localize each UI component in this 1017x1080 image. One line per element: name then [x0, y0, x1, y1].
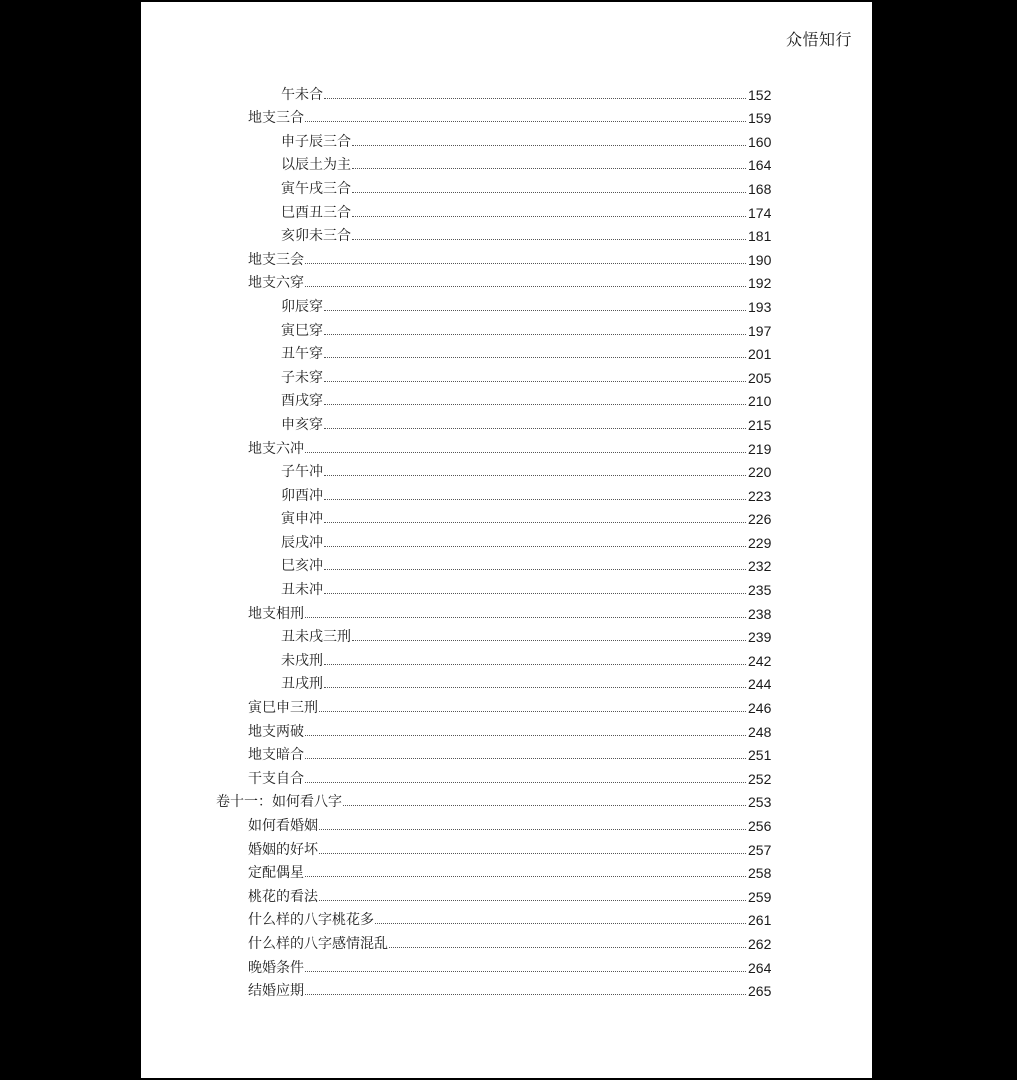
toc-entry	[141, 386, 872, 410]
dot-leader	[324, 687, 746, 688]
dot-leader	[305, 121, 746, 122]
toc-entry-page-number: 152	[748, 86, 772, 103]
toc-entry	[141, 928, 872, 952]
dot-leader	[324, 381, 746, 382]
running-header: 众悟知行	[785, 30, 852, 49]
toc-entry-page-number: 252	[748, 770, 772, 787]
toc-entry	[141, 740, 872, 764]
toc-entry-page-number: 174	[748, 204, 772, 221]
toc-entry-page-number: 244	[748, 676, 772, 693]
toc-entry-page-number: 261	[748, 912, 772, 929]
toc-entry	[141, 315, 872, 339]
dot-leader	[324, 98, 746, 99]
toc-entry	[141, 268, 872, 292]
toc-entry-page-number: 257	[748, 841, 772, 858]
dot-leader	[324, 334, 746, 335]
dot-leader	[324, 522, 746, 523]
toc-entry	[141, 504, 872, 528]
toc-entry-label: 寅巳申三刑	[248, 700, 318, 717]
toc-entry-label: 地支三合	[248, 110, 304, 127]
toc-entry	[141, 787, 872, 811]
toc-entry	[141, 527, 872, 551]
toc-entry	[141, 834, 872, 858]
toc-entry-label: 寅午戌三合	[281, 180, 351, 197]
toc-entry	[141, 598, 872, 622]
toc-entry-label: 亥卯未三合	[281, 228, 351, 245]
toc-entry	[141, 669, 872, 693]
toc-entry-label: 寅巳穿	[281, 322, 323, 339]
dot-leader	[324, 475, 746, 476]
dot-leader	[352, 640, 746, 641]
toc-entry	[141, 763, 872, 787]
toc-entry-page-number: 239	[748, 629, 772, 646]
toc-entry-page-number: 235	[748, 582, 772, 599]
toc-entry	[141, 197, 872, 221]
toc-entry-label: 干支自合	[248, 770, 304, 787]
toc-entry-label: 地支六穿	[248, 275, 304, 292]
toc-entry-label: 什么样的八字桃花多	[248, 912, 374, 929]
toc-entry-page-number: 238	[748, 605, 772, 622]
toc-entry	[141, 858, 872, 882]
toc-entry-label: 酉戌穿	[281, 393, 323, 410]
toc-entry-page-number: 205	[748, 369, 772, 386]
toc-entry-page-number: 215	[748, 416, 772, 433]
dot-leader	[305, 782, 746, 783]
toc-entry-page-number: 190	[748, 251, 772, 268]
toc-entry-label: 卯酉冲	[281, 487, 323, 504]
document-page	[141, 2, 872, 1078]
toc-entry-page-number: 262	[748, 935, 772, 952]
dot-leader	[305, 617, 746, 618]
toc-entry-page-number: 258	[748, 865, 772, 882]
toc-entry-label: 寅申冲	[281, 511, 323, 528]
dot-leader	[319, 711, 746, 712]
toc-entry-page-number: 248	[748, 723, 772, 740]
dot-leader	[324, 546, 746, 547]
toc-entry-label: 以辰土为主	[281, 157, 351, 174]
toc-entry	[141, 952, 872, 976]
toc-entry-page-number: 201	[748, 346, 772, 363]
toc-entry-label: 丑未冲	[281, 582, 323, 599]
toc-entry	[141, 291, 872, 315]
dot-leader	[319, 853, 746, 854]
toc-entry	[141, 79, 872, 103]
toc-entry-page-number: 223	[748, 487, 772, 504]
toc-entry	[141, 905, 872, 929]
toc-entry-page-number: 264	[748, 959, 772, 976]
toc-entry-page-number: 210	[748, 393, 772, 410]
toc-entry-label: 申亥穿	[281, 416, 323, 433]
dot-leader	[352, 239, 746, 240]
dot-leader	[324, 593, 746, 594]
toc-entry-label: 午未合	[281, 86, 323, 103]
toc-entry-label: 丑午穿	[281, 346, 323, 363]
toc-entry-label: 桃花的看法	[248, 888, 318, 905]
table-of-contents	[141, 79, 872, 999]
dot-leader	[305, 452, 746, 453]
dot-leader	[352, 192, 746, 193]
toc-entry-label: 婚姻的好坏	[248, 841, 318, 858]
toc-entry	[141, 339, 872, 363]
toc-entry	[141, 976, 872, 1000]
dot-leader	[324, 404, 746, 405]
dot-leader	[324, 499, 746, 500]
toc-entry-page-number: 220	[748, 464, 772, 481]
toc-entry	[141, 716, 872, 740]
dot-leader	[305, 994, 746, 995]
toc-entry	[141, 409, 872, 433]
toc-entry-page-number: 251	[748, 747, 772, 764]
toc-entry-label: 地支六冲	[248, 440, 304, 457]
toc-entry-label: 什么样的八字感情混乱	[248, 935, 388, 952]
toc-entry-page-number: 253	[748, 794, 772, 811]
toc-entry	[141, 574, 872, 598]
toc-entry-label: 巳亥冲	[281, 558, 323, 575]
dot-leader	[305, 735, 746, 736]
toc-entry-label: 子未穿	[281, 369, 323, 386]
toc-entry-label: 晚婚条件	[248, 959, 304, 976]
toc-entry-page-number: 256	[748, 818, 772, 834]
dot-leader	[305, 758, 746, 759]
toc-entry-page-number: 193	[748, 298, 772, 315]
dot-leader	[352, 168, 746, 169]
toc-entry	[141, 480, 872, 504]
toc-entry-page-number: 259	[748, 888, 772, 905]
toc-entry-label: 丑未戌三刑	[281, 629, 351, 646]
dot-leader	[324, 357, 746, 358]
toc-entry	[141, 126, 872, 150]
dot-leader	[324, 664, 746, 665]
toc-entry-label: 结婚应期	[248, 983, 304, 1000]
toc-entry-page-number: 242	[748, 652, 772, 669]
toc-entry	[141, 103, 872, 127]
toc-entry-page-number: 197	[748, 322, 772, 339]
toc-entry-label: 辰戌冲	[281, 534, 323, 551]
dot-leader	[305, 971, 746, 972]
dot-leader	[343, 805, 746, 806]
toc-entry-page-number: 229	[748, 534, 772, 551]
toc-entry	[141, 433, 872, 457]
toc-entry-page-number: 160	[748, 133, 772, 150]
toc-entry-page-number: 168	[748, 180, 772, 197]
dot-leader	[305, 876, 746, 877]
toc-entry	[141, 244, 872, 268]
toc-entry	[141, 173, 872, 197]
toc-entry-label: 地支三会	[248, 251, 304, 268]
toc-entry-label: 未戌刑	[281, 652, 323, 669]
toc-entry-label: 卯辰穿	[281, 298, 323, 315]
toc-entry	[141, 221, 872, 245]
toc-entry-label: 丑戌刑	[281, 676, 323, 693]
toc-entry	[141, 881, 872, 905]
dot-leader	[319, 829, 746, 830]
toc-entry-label: 如何看婚姻	[248, 818, 318, 834]
toc-entry-page-number: 159	[748, 110, 772, 127]
toc-entry-page-number: 265	[748, 983, 772, 1000]
toc-entry-page-number: 246	[748, 700, 772, 717]
toc-entry-page-number: 164	[748, 157, 772, 174]
toc-entry	[141, 150, 872, 174]
toc-entry-page-number: 192	[748, 275, 772, 292]
dot-leader	[352, 145, 746, 146]
toc-entry	[141, 622, 872, 646]
dot-leader	[324, 569, 746, 570]
toc-entry	[141, 551, 872, 575]
toc-entry-label: 卷十一：如何看八字	[216, 794, 342, 811]
toc-entry-page-number: 181	[748, 228, 772, 245]
toc-entry-page-number: 226	[748, 511, 772, 528]
toc-entry-label: 定配偶星	[248, 865, 304, 882]
toc-entry	[141, 810, 872, 834]
toc-entry-label: 申子辰三合	[281, 133, 351, 150]
toc-entry-label: 地支两破	[248, 723, 304, 740]
dot-leader	[389, 947, 746, 948]
dot-leader	[324, 428, 746, 429]
dot-leader	[319, 900, 746, 901]
dot-leader	[352, 216, 746, 217]
toc-entry-page-number: 219	[748, 440, 772, 457]
toc-entry-label: 地支暗合	[248, 747, 304, 764]
toc-entry-page-number: 232	[748, 558, 772, 575]
dot-leader	[324, 310, 746, 311]
dot-leader	[375, 923, 746, 924]
toc-entry	[141, 645, 872, 669]
toc-entry-label: 地支相刑	[248, 605, 304, 622]
toc-entry	[141, 692, 872, 716]
dot-leader	[305, 263, 746, 264]
dot-leader	[305, 286, 746, 287]
toc-entry	[141, 457, 872, 481]
toc-entry-label: 巳酉丑三合	[281, 204, 351, 221]
toc-entry-label: 子午冲	[281, 464, 323, 481]
toc-entry	[141, 362, 872, 386]
